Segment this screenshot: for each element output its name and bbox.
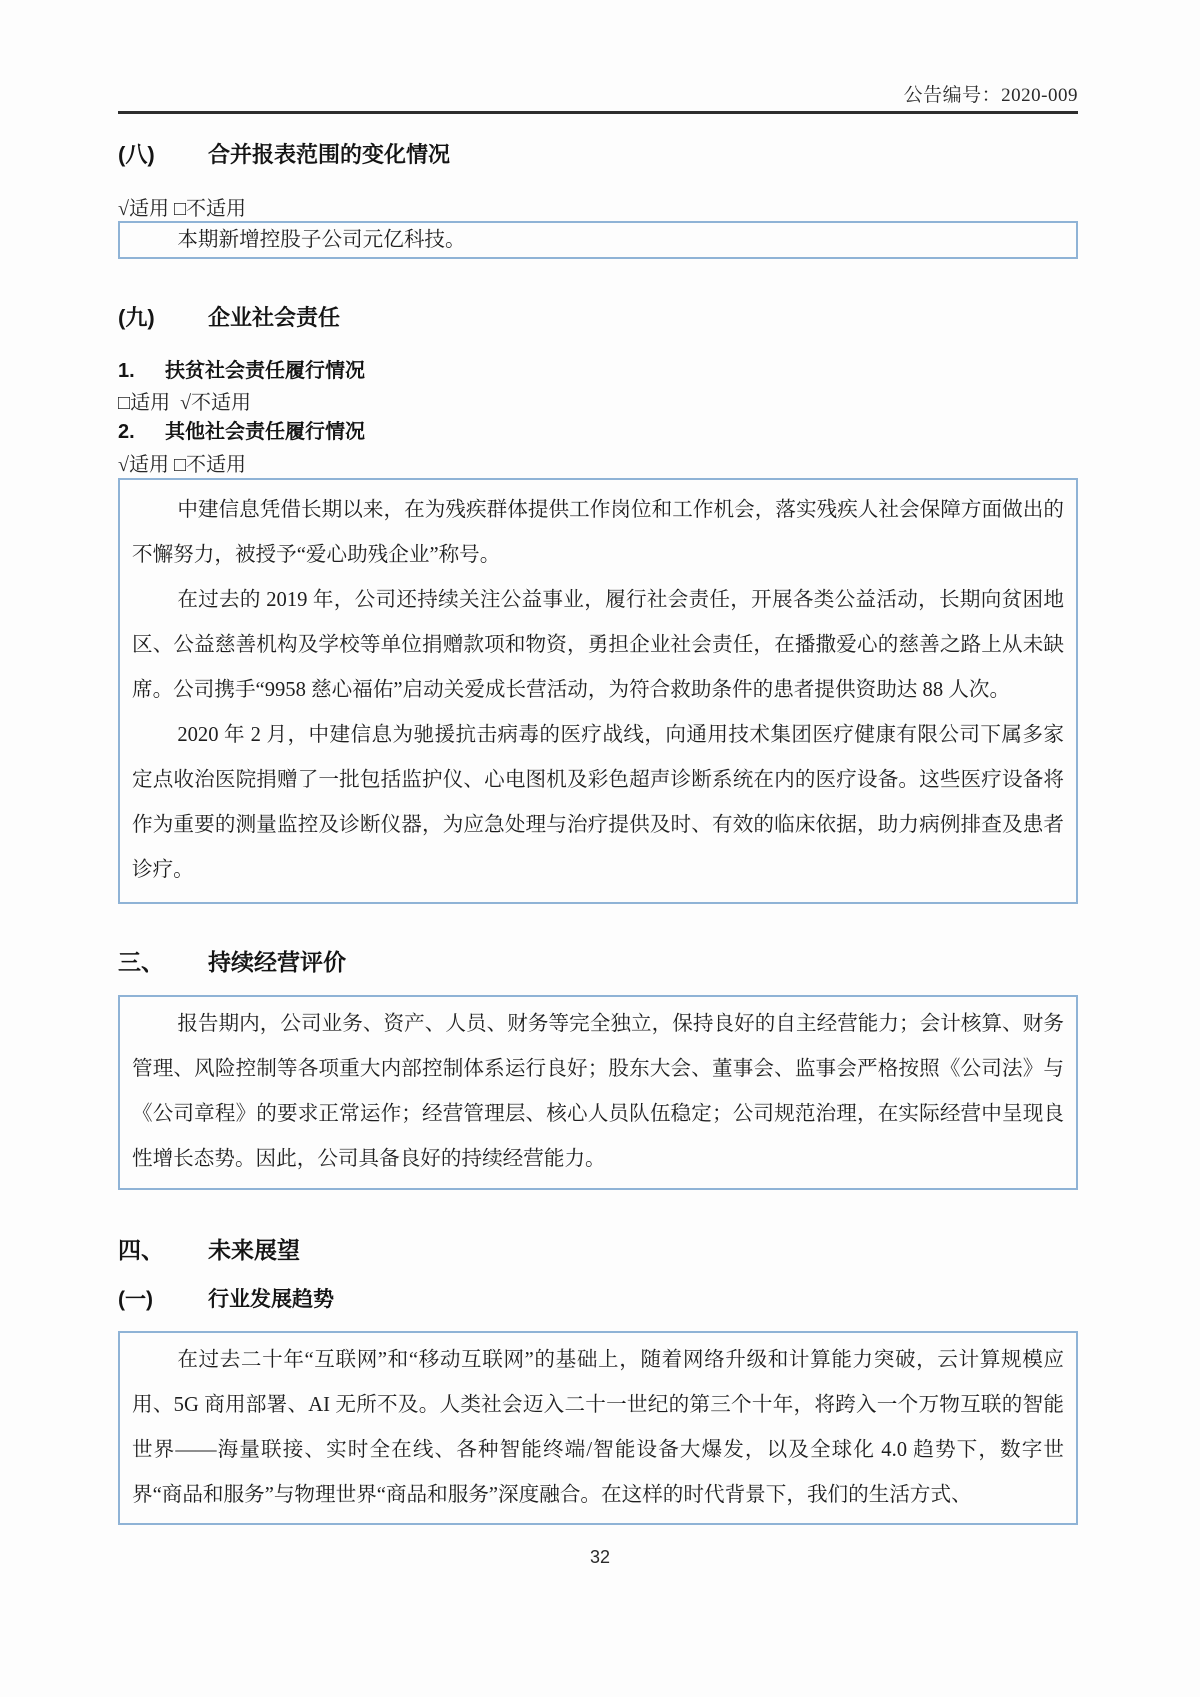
section-title: 合并报表范围的变化情况 [208, 142, 451, 167]
paragraph: 在过去的 2019 年，公司还持续关注公益事业，履行社会责任，开展各类公益活动，长期向贫困地区、公益慈善机构及学校等单位捐赠款项和物资，勇担企业社会责任，在播撒爱心的慈善之路上从未缺席。公司携手“9958 慈心福佑”启动关爱成长营活动，为符合救助条件的患者提供资助达 88 人次。 [132, 589, 1064, 701]
applicability-line-s8: √适用 □不适用 [118, 198, 247, 220]
section-number: 三、 [118, 949, 164, 975]
section-heading-9 [118, 301, 1078, 332]
applicability-line-sub2: √适用 □不适用 [118, 454, 247, 476]
paragraph: 本期新增控股子公司元亿科技。 [177, 229, 466, 251]
content-box-s9 [118, 478, 1078, 904]
section-title: 企业社会责任 [208, 305, 341, 330]
subsection-heading-1 [118, 354, 1078, 383]
section-number: (九) [118, 305, 155, 330]
section-heading-3 [118, 944, 1078, 977]
section-number: (八) [118, 142, 155, 167]
applicability-line-sub1: □适用 √不适用 [118, 392, 252, 414]
subsection-title: 其他社会责任履行情况 [165, 421, 365, 443]
content-box-s8 [118, 221, 1078, 259]
header-divider [118, 111, 1078, 114]
content-box-s4 [118, 1331, 1078, 1525]
section-number: 四、 [118, 1237, 164, 1263]
subsection-heading-industry-trend [118, 1283, 1078, 1313]
page-number: 32 [589, 1547, 611, 1567]
paragraph: 在过去二十年“互联网”和“移动互联网”的基础上，随着网络升级和计算能力突破，云计算规模应用、5G 商用部署、AI 无所不及。人类社会迈入二十一世纪的第三个十年，将跨入一个万物互联的智能世界——海量联接、实时全在线、各种智能终端/智能设备大爆发，以及全球化 4.0 趋势下，数字世界“商品和服务”与物理世界“商品和服务”深度融合。在这样的时代背景下，我们的生活方式、 [132, 1349, 1064, 1506]
section-heading-4 [118, 1232, 1078, 1265]
subsection-number: 2. [118, 421, 135, 443]
announcement-number: 公告编号：2020-009 [903, 85, 1078, 106]
section-heading-8 [118, 138, 1078, 169]
paragraph: 中建信息凭借长期以来，在为残疾群体提供工作岗位和工作机会，落实残疾人社会保障方面做出的不懈努力，被授予“爱心助残企业”称号。 [132, 499, 1064, 566]
paragraph: 报告期内，公司业务、资产、人员、财务等完全独立，保持良好的自主经营能力；会计核算、财务管理、风险控制等各项重大内部控制体系运行良好；股东大会、董事会、监事会严格按照《公司法》与《公司章程》的要求正常运作；经营管理层、核心人员队伍稳定；公司规范治理，在实际经营中呈现良性增长态势。因此，公司具备良好的持续经营能力。 [132, 1013, 1064, 1170]
content-box-s3 [118, 995, 1078, 1190]
subsection-heading-2 [118, 415, 1078, 444]
subsection-number: 1. [118, 360, 135, 382]
subsection-title: 行业发展趋势 [208, 1288, 334, 1311]
section-title: 持续经营评价 [208, 949, 346, 975]
paragraph: 2020 年 2 月，中建信息为驰援抗击病毒的医疗战线，向通用技术集团医疗健康有限公司下属多家定点收治医院捐赠了一批包括监护仪、心电图机及彩色超声诊断系统在内的医疗设备。这些医疗设备将作为重要的测量监控及诊断仪器，为应急处理与治疗提供及时、有效的临床依据，助力病例排查及患者诊疗。 [132, 724, 1064, 881]
subsection-number: (一) [118, 1288, 153, 1311]
subsection-title: 扶贫社会责任履行情况 [165, 360, 365, 382]
section-title: 未来展望 [208, 1237, 300, 1263]
